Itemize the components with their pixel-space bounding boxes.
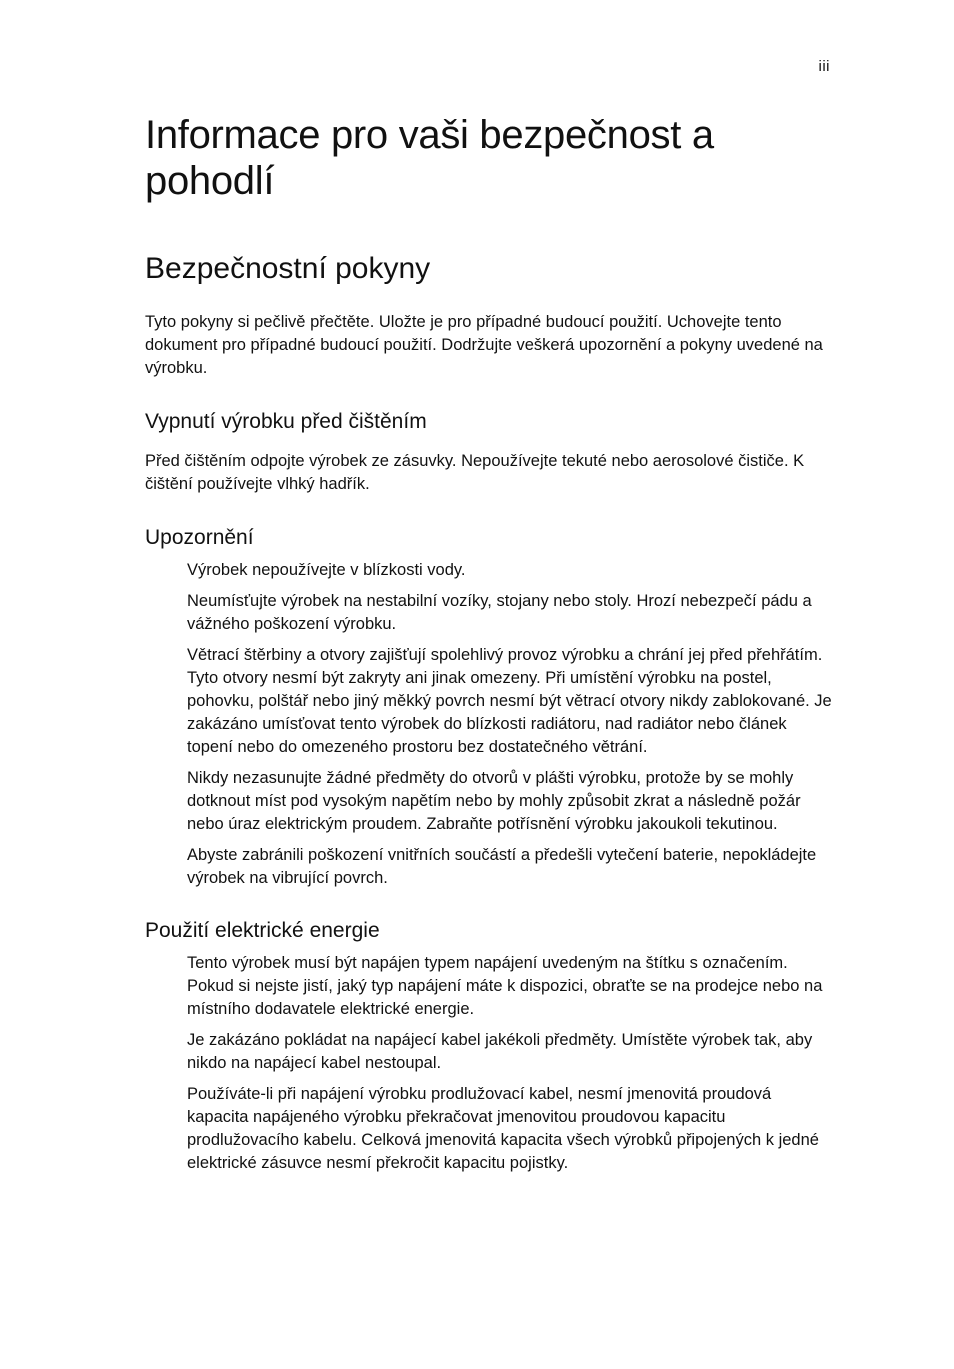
warning-item: Neumísťujte výrobek na nestabilní vozíky, stojany nebo stoly. Hrozí nebezpečí pádu a vážného poškození výrobku.	[187, 592, 812, 633]
warning-item: Abyste zabránili poškození vnitřních součástí a předešli vytečení baterie, nepokládejte výrobek na vibrující povrch.	[187, 846, 817, 887]
subheading-warnings: Upozornění	[145, 526, 254, 549]
page-title: Informace pro vaši bezpečnost a pohodlí	[145, 113, 714, 203]
subheading-power: Použití elektrické energie	[145, 919, 380, 942]
power-item: Používáte-li při napájení výrobku prodlužovací kabel, nesmí jmenovitá proudová kapacita napájeného výrobku překračovat jmenovitou proudovou kapacitu prodlužovacího kabelu. Celková jmenovitá kapacita všech výrobků připojených k jedné elektrické zásuvce nesmí překročit kapacitu pojistky.	[187, 1085, 819, 1172]
power-list	[145, 952, 835, 1175]
document-body	[145, 112, 835, 1175]
safety-intro-paragraph: Tyto pokyny si pečlivě přečtěte. Uložte je pro případné budoucí použití. Uchovejte tento dokument pro případné budoucí použití. Dodržujte veškerá upozornění a pokyny uvedené na výrobku.	[145, 313, 823, 377]
warning-item: Výrobek nepoužívejte v blízkosti vody.	[187, 561, 466, 579]
subheading-cleaning: Vypnutí výrobku před čištěním	[145, 410, 427, 433]
power-item: Tento výrobek musí být napájen typem napájení uvedeným na štítku s označením. Pokud si nejste jistí, jaký typ napájení máte k dispozici, obraťte se na prodejce nebo na místního dodavatele elektrické energie.	[187, 954, 823, 1018]
section-heading-safety: Bezpečnostní pokyny	[145, 252, 431, 285]
power-item: Je zakázáno pokládat na napájecí kabel jakékoli předměty. Umístěte výrobek tak, aby nikdo na napájecí kabel nestoupal.	[187, 1031, 813, 1072]
warning-item: Větrací štěrbiny a otvory zajišťují spolehlivý provoz výrobku a chrání jej před přehřátím. Tyto otvory nesmí být zakryty ani jinak omezeny. Při umístění výrobku na postel, pohovku, polštář nebo jiný měkký povrch nesmí být větrací otvory nikdy zablokované. Je zakázáno umísťovat tento výrobek do blízkosti radiátoru, nad radiátor nebo článek topení nebo do omezeného prostoru bez dostatečného větrání.	[187, 646, 832, 756]
warnings-list	[145, 559, 835, 890]
cleaning-paragraph: Před čištěním odpojte výrobek ze zásuvky. Nepoužívejte tekuté nebo aerosolové čističe. K čištění používejte vlhký hadřík.	[145, 452, 805, 493]
warning-item: Nikdy nezasunujte žádné předměty do otvorů v plášti výrobku, protože by se mohly dotknout míst pod vysokým napětím nebo by mohly způsobit zkrat a následně požár nebo úraz elektrickým proudem. Zabraňte potřísnění výrobku jakoukoli tekutinou.	[187, 769, 801, 833]
page-number: iii	[818, 58, 830, 75]
